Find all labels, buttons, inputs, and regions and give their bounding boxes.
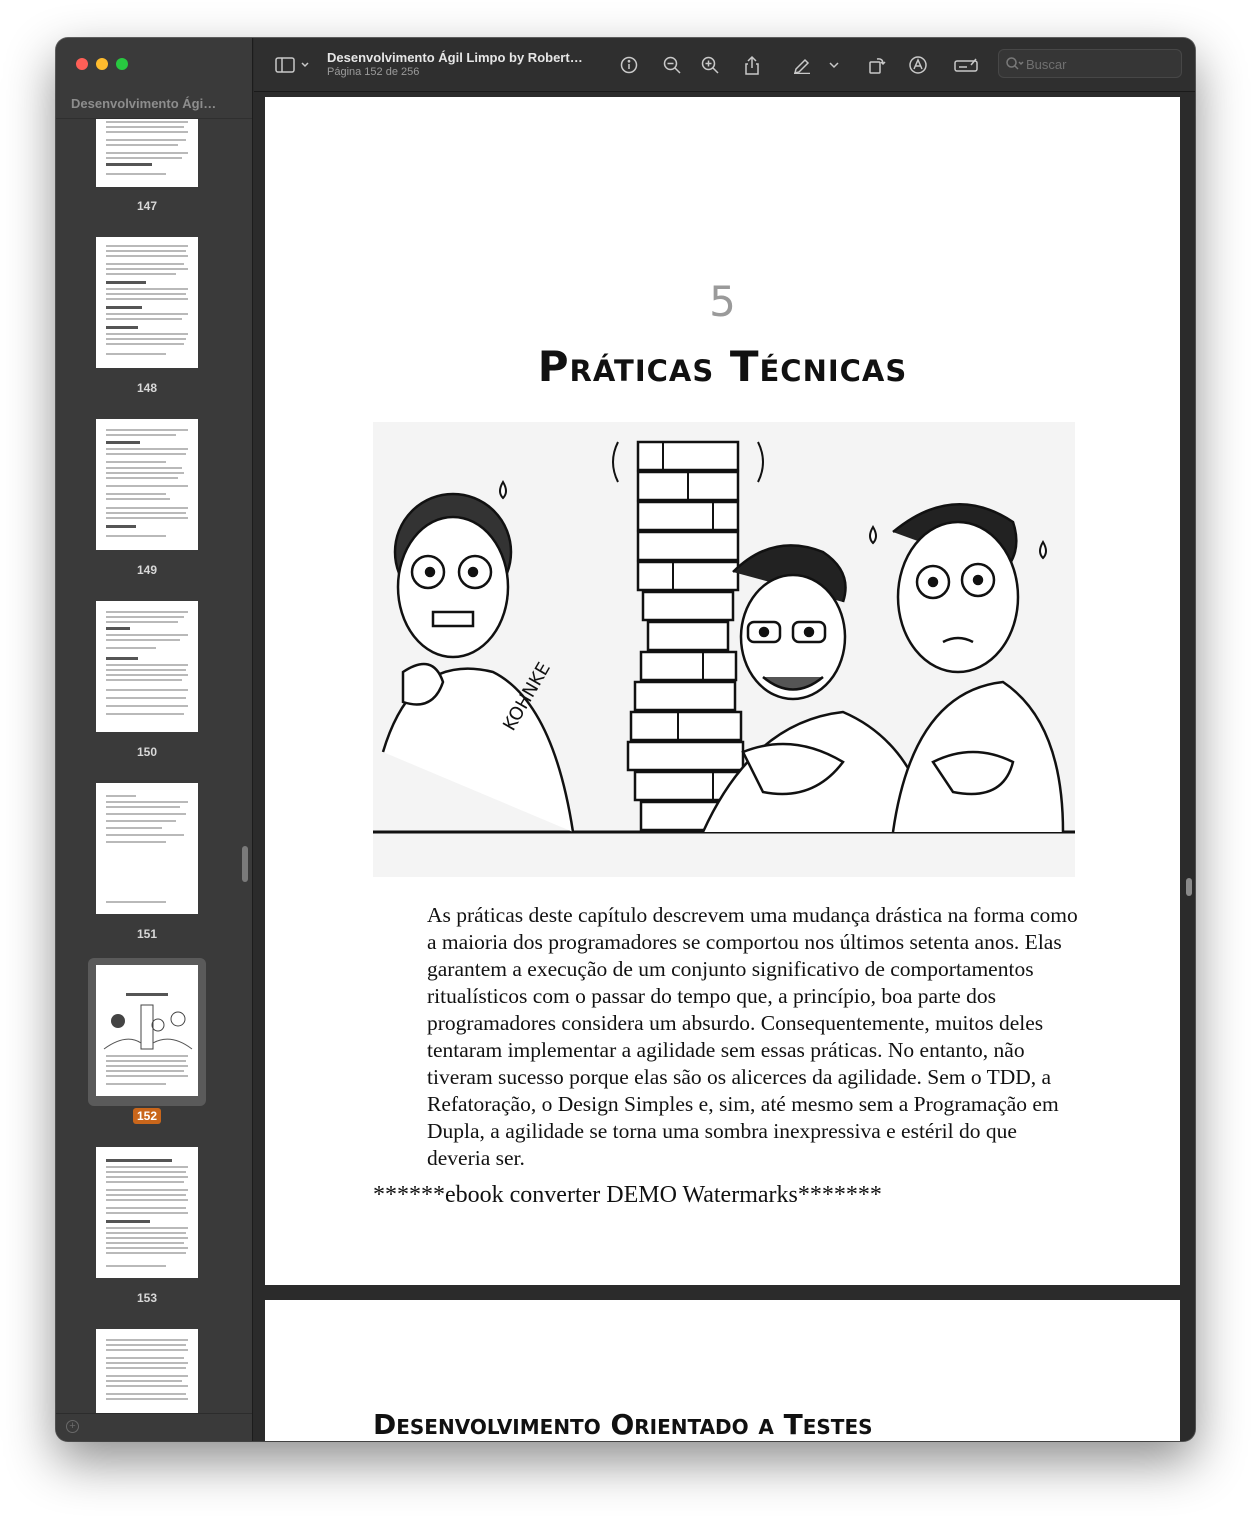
share-icon <box>743 55 761 75</box>
zoom-in-button[interactable] <box>697 53 723 77</box>
page-thumbnail-153[interactable] <box>96 1147 198 1278</box>
sidebar-toggle-button[interactable] <box>272 53 312 77</box>
preview-window <box>56 38 1195 1441</box>
pdf-page-next <box>265 1300 1180 1441</box>
thumbnail-sidebar <box>56 38 253 1441</box>
page-thumbnail-152[interactable] <box>96 965 198 1096</box>
zoom-in-icon <box>701 56 719 74</box>
sidebar-footer <box>56 1413 252 1441</box>
sidebar-scrollbar[interactable] <box>242 846 248 882</box>
search-placeholder: Buscar <box>1026 57 1067 72</box>
minimize-button[interactable] <box>96 58 108 70</box>
maximize-button[interactable] <box>116 58 128 70</box>
page-thumbnail-151[interactable] <box>96 783 198 914</box>
thumbnail-label: 149 <box>136 563 158 577</box>
highlight-menu-button[interactable] <box>826 53 842 77</box>
page-thumbnail-149[interactable] <box>96 419 198 550</box>
share-button[interactable] <box>739 53 765 77</box>
chapter-number: 5 <box>709 277 736 326</box>
close-button[interactable] <box>76 58 88 70</box>
search-icon <box>1006 57 1024 71</box>
window-controls <box>76 58 128 70</box>
form-fill-button[interactable] <box>951 53 981 77</box>
chapter-title: Práticas Técnicas <box>537 342 908 391</box>
thumbnail-label: 153 <box>136 1291 158 1305</box>
page-thumbnail-154[interactable] <box>96 1329 198 1413</box>
chevron-down-icon <box>829 61 839 69</box>
markup-icon <box>908 55 928 75</box>
section-heading: Desenvolvimento Orientado a Testes <box>373 1408 873 1441</box>
highlight-button[interactable] <box>789 53 815 77</box>
thumbnail-label: 147 <box>136 199 158 213</box>
sidebar-title: Desenvolvimento Ági… <box>71 96 217 111</box>
sidebar-icon <box>274 57 310 73</box>
document-view[interactable] <box>254 93 1195 1441</box>
page-thumbnail-147[interactable] <box>96 118 198 187</box>
thumbnail-label: 150 <box>136 745 158 759</box>
thumbnail-illustration <box>96 1003 198 1053</box>
page-thumbnail-150[interactable] <box>96 601 198 732</box>
chapter-intro-paragraph: As práticas deste capítulo descrevem uma mudança drástica na forma como a maioria dos programadores se comportou nos últimos setenta anos. Elas garantem a execução de um conjunto significativo de comportamentos ritualísticos com o passar do tempo que, a princípio, boa parte dos programadores considera um absurdo. Consequentemente, muitos deles tentaram implementar a agilidade sem essas práticas. No entanto, não tiveram sucesso porque elas são os alicerces da agilidade. Sem o TDD, a Refatoração, o Design Simples e, sim, até mesmo sem a Programação em Dupla, a agilidade se torna uma sombra inexpressiva e estéril do que deveria ser. <box>427 903 1078 1170</box>
watermark-text: ******ebook converter DEMO Watermarks******* <box>373 1182 882 1208</box>
rotate-icon <box>868 56 886 74</box>
plus-icon[interactable]: + <box>66 1420 79 1433</box>
pdf-page <box>265 97 1180 1285</box>
rotate-button[interactable] <box>864 53 890 77</box>
search-field[interactable] <box>998 49 1182 78</box>
document-title: Desenvolvimento Ágil Limpo by Robert… <box>327 50 583 65</box>
svg-text:KOHNKE: KOHNKE <box>499 658 555 735</box>
document-scrollbar[interactable] <box>1186 878 1192 896</box>
toolbar <box>254 38 1195 92</box>
thumbnail-label: 151 <box>136 927 158 941</box>
jenga-cartoon-illustration <box>373 422 1075 877</box>
thumbnail-label: 148 <box>136 381 158 395</box>
highlight-icon <box>792 56 812 74</box>
thumbnail-list[interactable] <box>56 118 252 1413</box>
info-button[interactable] <box>616 53 642 77</box>
markup-button[interactable] <box>905 53 931 77</box>
zoom-out-icon <box>663 56 681 74</box>
zoom-out-button[interactable] <box>659 53 685 77</box>
page-indicator: Página 152 de 256 <box>327 66 420 78</box>
info-icon <box>620 56 638 74</box>
page-thumbnail-148[interactable] <box>96 237 198 368</box>
thumbnail-label-selected: 152 <box>133 1108 161 1124</box>
redact-icon <box>953 57 979 73</box>
